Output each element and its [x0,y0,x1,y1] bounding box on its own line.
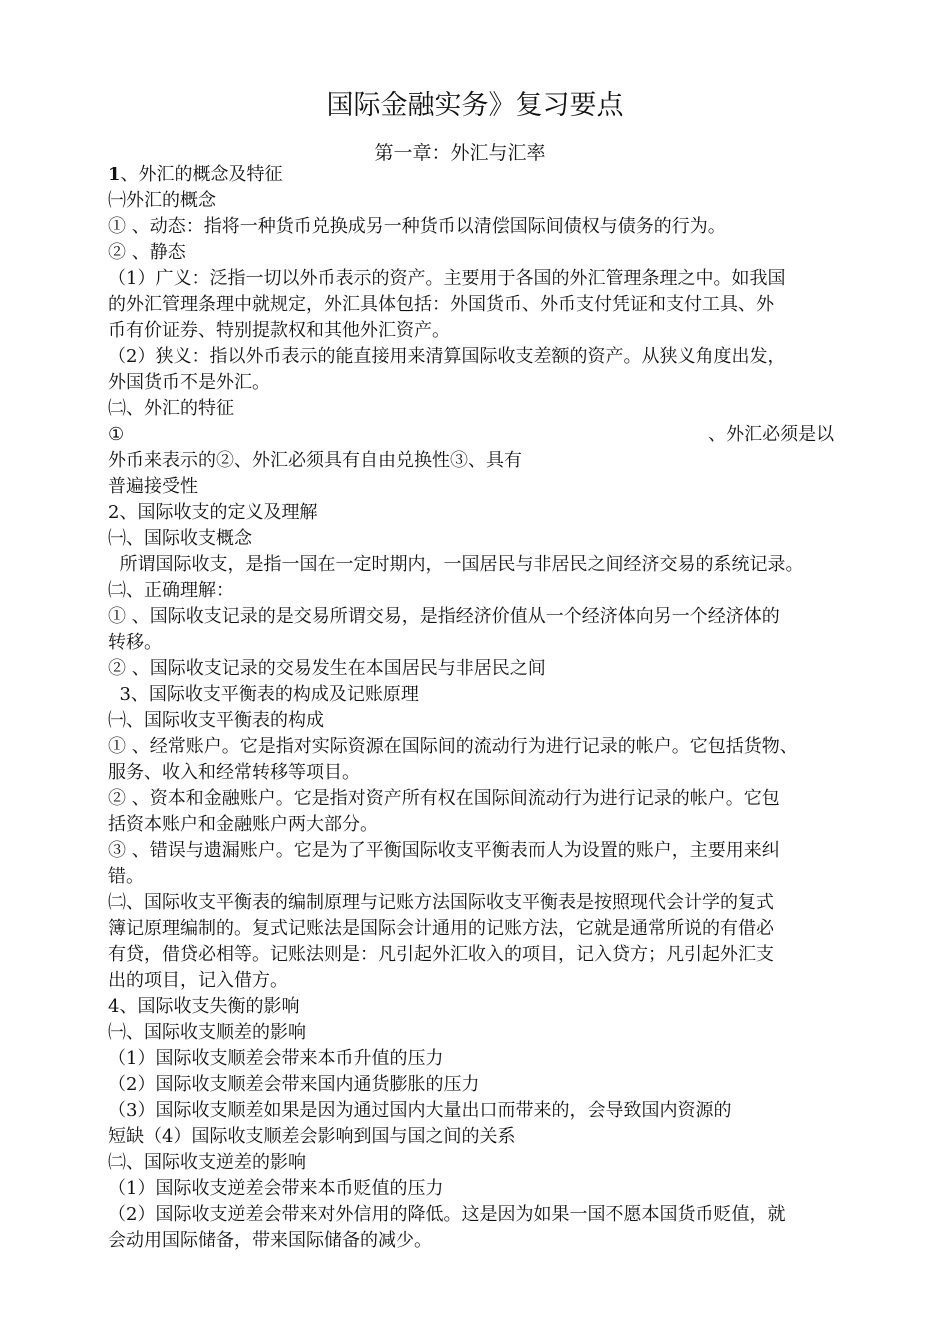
subsection-heading: ㈠外汇的概念 [108,190,216,211]
chapter-heading: 第一章：外汇与汇率 [374,142,546,164]
paragraph-line: 有贷，借贷必相等。记账法则是：凡引起外汇收入的项目，记入贷方；凡引起外汇支 [108,944,774,965]
paragraph-line: 外国货币不是外汇。 [108,372,270,393]
section-heading-2: 2、国际收支的定义及理解 [108,502,318,523]
paragraph-line: 出的项目，记入借方。 [108,970,288,991]
paragraph-fragment: 、外汇必须是以 [708,424,835,445]
subsection-heading: ㈠、国际收支平衡表的构成 [108,710,324,731]
subsection-heading: ㈡、国际收支逆差的影响 [108,1152,306,1173]
paragraph-line: 括资本账户和金融账户两大部分。 [108,814,378,835]
section-heading-3: 3、国际收支平衡表的构成及记账原理 [108,684,419,705]
paragraph-line: 服务、收入和经常转移等项目。 [108,762,360,783]
paragraph-line: ① 、动态：指将一种货币兑换成另一种货币以清偿国际间债权与债务的行为。 [108,216,726,237]
paragraph-line: ② 、国际收支记录的交易发生在本国居民与非居民之间 [108,658,546,679]
section-number: 1 [108,164,121,185]
section-heading-4: 4、国际收支失衡的影响 [108,996,300,1017]
paragraph-line: （1）国际收支顺差会带来本币升值的压力 [108,1048,444,1069]
paragraph-line: 普遍接受性 [108,476,198,497]
paragraph-line: 外币来表示的②、外汇必须具有自由兑换性③、具有 [108,450,522,471]
document-body [108,162,898,1254]
subsection-heading: ㈠、国际收支概念 [108,528,252,549]
paragraph-line: ㈡、国际收支平衡表的编制原理与记账方法国际收支平衡表是按照现代会计学的复式 [108,892,774,913]
section-heading-1 [108,162,898,188]
paragraph-line: ② 、资本和金融账户。它是指对资产所有权在国际间流动行为进行记录的帐户。它包 [108,788,780,809]
paragraph-line: 错。 [108,866,144,887]
paragraph-line: 的外汇管理条理中就规定，外汇具体包括：外国货币、外币支付凭证和支付工具、外 [108,294,774,315]
paragraph-line: （2）国际收支顺差会带来国内通货膨胀的压力 [108,1074,480,1095]
paragraph-line: ③ 、错误与遗漏账户。它是为了平衡国际收支平衡表而人为设置的账户，主要用来纠 [108,840,780,861]
paragraph-line: ② 、静态 [108,242,186,263]
paragraph-line: 短缺（4）国际收支顺差会影响到国与国之间的关系 [108,1126,516,1147]
paragraph-line: 簿记原理编制的。复式记账法是国际会计通用的记账方法，它就是通常所说的有借必 [108,918,774,939]
paragraph-line: （1）广义：泛指一切以外币表示的资产。主要用于各国的外汇管理条理之中。如我国 [108,268,786,289]
paragraph-line [108,422,898,448]
subsection-heading: ㈡、外汇的特征 [108,398,234,419]
paragraph-line: 会动用国际储备，带来国际储备的减少。 [108,1230,432,1251]
paragraph-line: （2）国际收支逆差会带来对外信用的降低。这是因为如果一国不愿本国货币贬值，就 [108,1204,786,1225]
paragraph-line: （1）国际收支逆差会带来本币贬值的压力 [108,1178,444,1199]
paragraph-line: （2）狭义：指以外币表示的能直接用来清算国际收支差额的资产。从狭义角度出发， [108,346,786,367]
paragraph-line: ① 、国际收支记录的是交易所谓交易，是指经济价值从一个经济体向另一个经济体的 [108,606,780,627]
document-title: 国际金融实务》复习要点 [326,90,624,121]
paragraph-line: 币有价证券、特别提款权和其他外汇资产。 [108,320,450,341]
subsection-heading: ㈠、国际收支顺差的影响 [108,1022,306,1043]
circled-number: ① [108,424,125,445]
paragraph-line: 转移。 [108,632,162,653]
paragraph-line: （3）国际收支顺差如果是因为通过国内大量出口而带来的，会导致国内资源的 [108,1100,732,1121]
section-heading-text: 、外汇的概念及特征 [120,164,283,185]
paragraph-line: ① 、经常账户。它是指对实际资源在国际间的流动行为进行记录的帐户。它包括货物、 [108,736,798,757]
subsection-heading: ㈡、正确理解： [108,580,234,601]
paragraph-line: 所谓国际收支，是指一国在一定时期内，一国居民与非居民之间经济交易的系统记录。 [108,554,804,575]
